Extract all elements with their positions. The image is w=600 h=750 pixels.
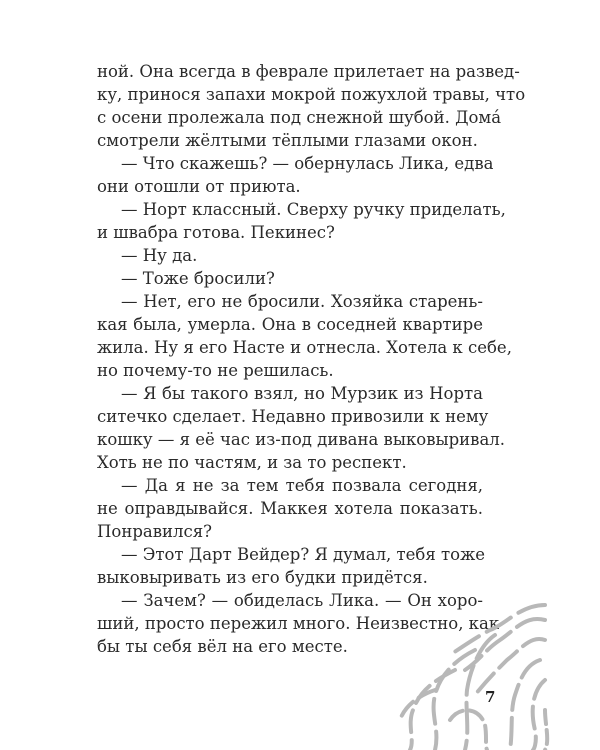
text-line: жила. Ну я его Насте и отнесла. Хотела к себе,: [97, 338, 512, 357]
text-line: — Зачем? — обиделась Лика. — Он хоро-: [121, 591, 483, 610]
text-line: с осени пролежала под снежной шубой. Домá: [97, 108, 502, 127]
body-text: [97, 60, 526, 658]
text-line: ку, принося запахи мокрой пожухлой травы, что: [97, 85, 526, 104]
text-line: Хоть не по частям, и за то респект.: [97, 453, 407, 472]
text-line: ситечко сделает. Недавно привозили к нему: [97, 407, 489, 426]
text-line: они отошли от приюта.: [97, 177, 301, 196]
text-line: Понравился?: [97, 522, 212, 541]
text-line: кошку — я её час из-под дивана выковыривал.: [97, 430, 506, 449]
text-line: и швабра готова. Пекинес?: [97, 223, 335, 242]
text-line: — Норт классный. Сверху ручку приделать,: [121, 200, 506, 219]
text-line: — Я бы такого взял, но Мурзик из Норта: [121, 384, 483, 403]
text-line: но почему-то не решилась.: [97, 361, 334, 380]
text-line: выковыривать из его будки придётся.: [97, 568, 428, 587]
text-line: — Ну да.: [121, 246, 198, 265]
text-line: смотрели жёлтыми тёплыми глазами окон.: [97, 131, 478, 150]
text-line: ной. Она всегда в феврале прилетает на развед-: [97, 62, 520, 81]
text-line: ший, просто пережил много. Неизвестно, как: [97, 614, 500, 633]
text-line: кая была, умерла. Она в соседней квартире: [97, 315, 483, 334]
wave-pattern-decoration-icon: [395, 600, 555, 750]
text-line: — Тоже бросили?: [121, 269, 275, 288]
text-line: — Этот Дарт Вейдер? Я думал, тебя тоже: [121, 545, 486, 564]
text-line: не оправдывайся. Маккея хотела показать.: [97, 499, 483, 518]
text-line: бы ты себя вёл на его месте.: [97, 637, 348, 656]
text-line: — Что скажешь? — обернулась Лика, едва: [121, 154, 494, 173]
text-line: — Да я не за тем тебя позвала сегодня,: [121, 476, 483, 495]
text-line: — Нет, его не бросили. Хозяйка старень-: [121, 292, 483, 311]
page-number: 7: [485, 688, 496, 706]
